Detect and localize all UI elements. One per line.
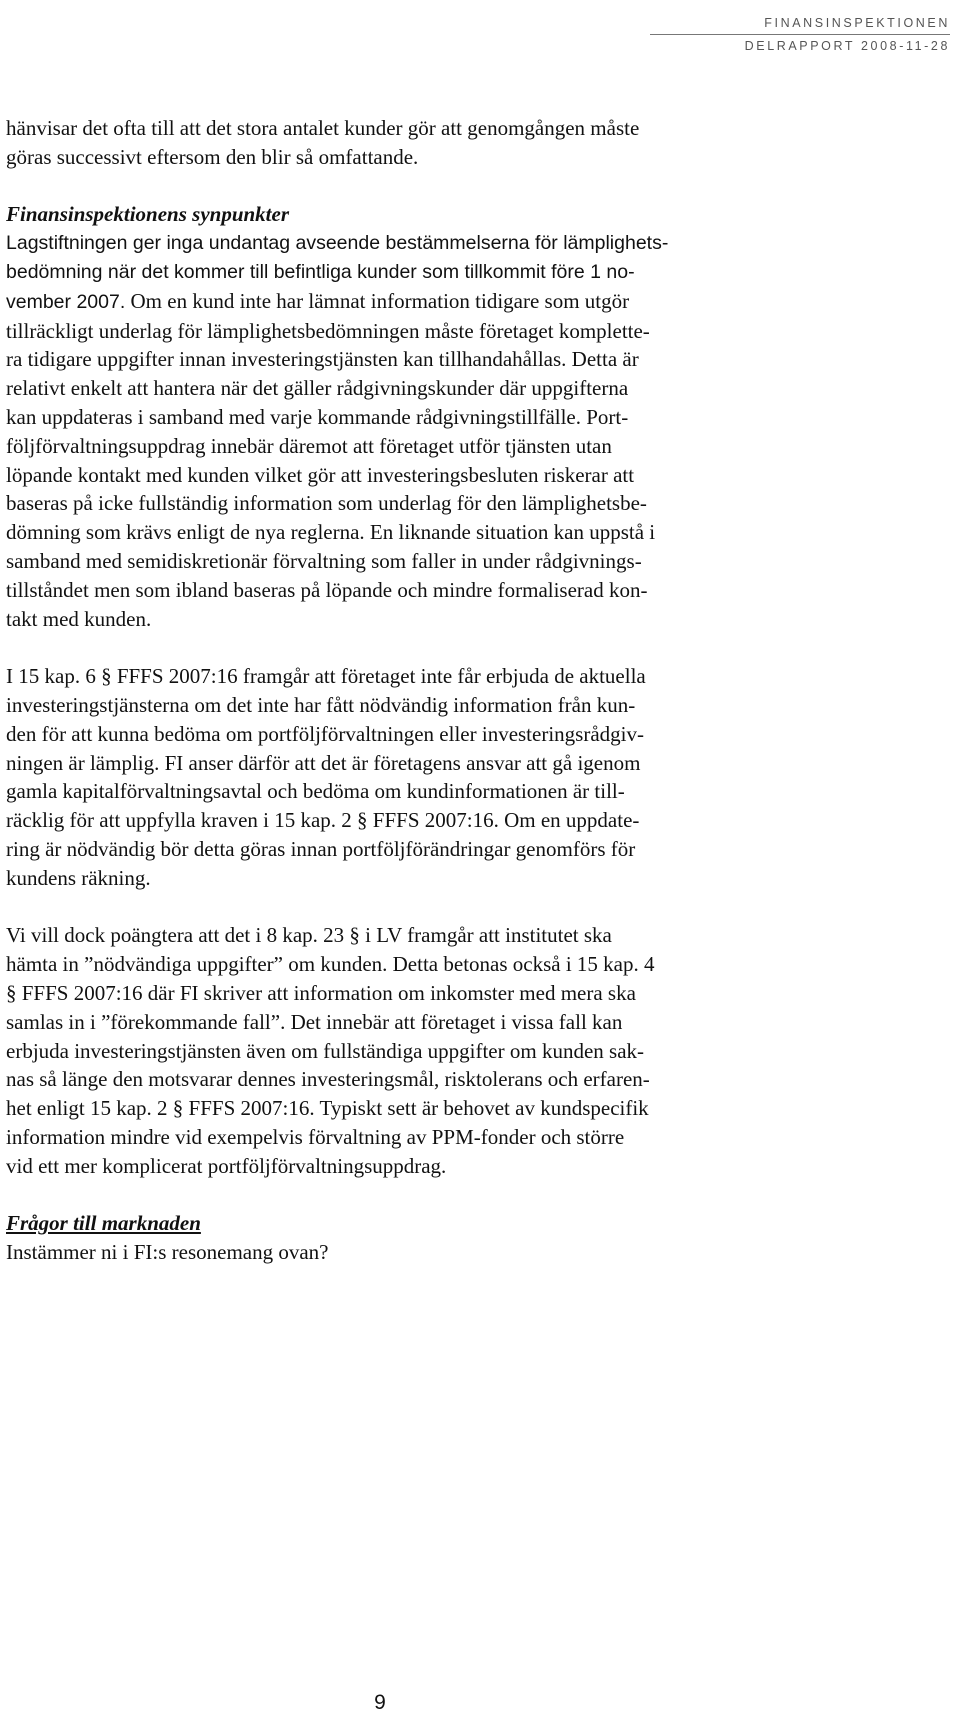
header-report-date: DELRAPPORT 2008-11-28 [650, 34, 950, 57]
section-heading: Finansinspektionens synpunkter [6, 202, 290, 227]
text-line: Vi vill dock poängtera att det i 8 kap. 23 § i LV framgår att institutet ska [6, 923, 612, 948]
text-line: den för att kunna bedöma om portföljförvaltningen eller investeringsrådgiv- [6, 721, 644, 746]
questions-section [6, 1209, 948, 1267]
text-line: ningen är lämplig. FI anser därför att det är företagens ansvar att gå igenom [6, 750, 641, 775]
text-line: vid ett mer komplicerat portföljförvaltningsuppdrag. [6, 1153, 447, 1178]
text-fragment: Om en kund inte har lämnat information tidigare som utgör [125, 288, 630, 313]
text-line: räcklig för att uppfylla kraven i 15 kap. 2 § FFFS 2007:16. Om en uppdate- [6, 808, 640, 833]
text-line: baseras på icke fullständig information som underlag för den lämplighetsbe- [6, 491, 647, 516]
document-body [6, 114, 948, 1267]
text-line: följförvaltningsuppdrag innebär däremot att företaget utför tjänsten utan [6, 433, 612, 458]
text-line: tillräckligt underlag för lämplighetsbedömningen måste företaget komplette- [6, 318, 650, 343]
text-fragment: vember 2007. [6, 290, 126, 313]
text-line: takt med kunden. [6, 606, 152, 631]
text-line: göras successivt eftersom den blir så omfattande. [6, 144, 419, 169]
intro-paragraph [6, 114, 948, 172]
text-line: nas så länge den motsvarar dennes investeringsmål, risktolerans och erfaren- [6, 1067, 650, 1092]
section-synpunkter [6, 200, 948, 633]
text-line: § FFFS 2007:16 där FI skriver att information om inkomster med mera ska [6, 980, 636, 1005]
page-number: 9 [374, 1691, 386, 1714]
paragraph-15-kap-6 [6, 662, 948, 892]
page-header [650, 12, 950, 57]
text-line: information mindre vid exempelvis förvaltning av PPM-fonder och större [6, 1124, 625, 1149]
text-line: erbjuda investeringstjänsten även om fullständiga uppgifter om kunden sak- [6, 1038, 645, 1063]
text-line: dömning som krävs enligt de nya reglerna. En liknande situation kan uppstå i [6, 520, 656, 545]
text-line: hänvisar det ofta till att det stora antalet kunder gör att genomgången måste [6, 116, 640, 140]
paragraph-8-kap-23 [6, 921, 948, 1180]
text-line: Lagstiftningen ger inga undantag avseende bestämmelserna för lämplighets- [6, 232, 669, 255]
text-line: gamla kapitalförvaltningsavtal och bedöma om kundinformationen är till- [6, 779, 625, 804]
text-line: ring är nödvändig bör detta göras innan portföljförändringar genomförs för [6, 836, 636, 861]
questions-heading: Frågor till marknaden [6, 1211, 201, 1236]
text-line: tillståndet men som ibland baseras på löpande och mindre formaliserad kon- [6, 577, 648, 602]
text-line: investeringstjänsterna om det inte har fått nödvändig information från kun- [6, 692, 636, 717]
text-line: het enligt 15 kap. 2 § FFFS 2007:16. Typiskt sett är behovet av kundspecifik [6, 1096, 649, 1121]
text-line: relativt enkelt att hantera när det gäller rådgivningskunder där uppgifterna [6, 376, 629, 401]
text-line: löpande kontakt med kunden vilket gör att investeringsbesluten riskerar att [6, 462, 635, 487]
text-line: kan uppdateras i samband med varje kommande rådgivningstillfälle. Port- [6, 404, 629, 429]
text-line: ra tidigare uppgifter innan investeringstjänsten kan tillhandahållas. Detta är [6, 347, 639, 372]
header-organization: FINANSINSPEKTIONEN [764, 16, 950, 30]
text-line: I 15 kap. 6 § FFFS 2007:16 framgår att företaget inte får erbjuda de aktuella [6, 664, 646, 689]
text-line: samband med semidiskretionär förvaltning som faller in under rådgivnings- [6, 548, 642, 573]
text-line: bedömning när det kommer till befintliga kunder som tillkommit före 1 no- [6, 260, 635, 283]
text-line: samlas in i ”förekommande fall”. Det innebär att företaget i vissa fall kan [6, 1009, 623, 1034]
question-text: Instämmer ni i FI:s resonemang ovan? [6, 1240, 329, 1265]
text-line: hämta in ”nödvändiga uppgifter” om kunden. Detta betonas också i 15 kap. 4 [6, 952, 655, 977]
text-line: kundens räkning. [6, 865, 151, 890]
text-line [6, 287, 948, 317]
